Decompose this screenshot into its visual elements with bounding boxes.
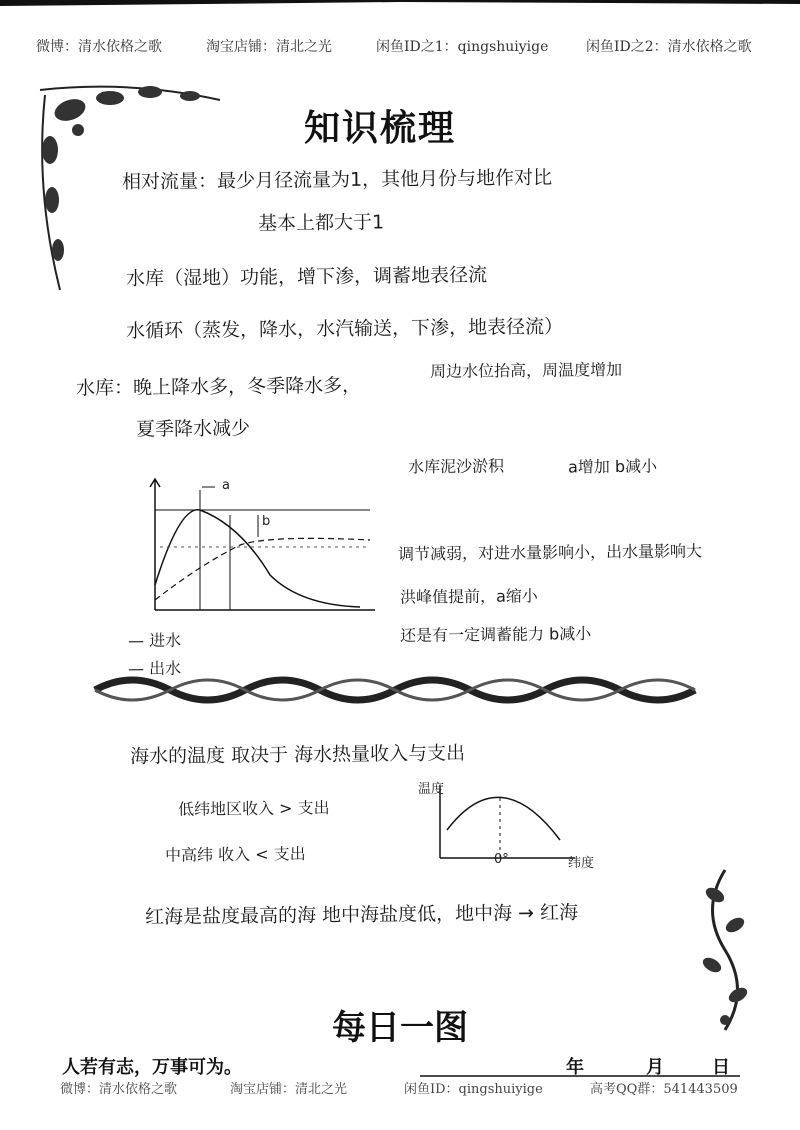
daily-heading: 每日一图 (332, 1008, 468, 1048)
date-month: 月 (646, 1057, 664, 1078)
footer-qq: 高考QQ群：541443509 (590, 1082, 738, 1097)
motto: 人若有志，万事可为。 (62, 1057, 242, 1078)
date-year: 年 (566, 1057, 584, 1078)
note-sea-temp: 海水的温度 取决于 海水热量收入与支出 (129, 742, 466, 768)
reservoir-flow-graph (140, 475, 380, 620)
date-day: 日 (712, 1057, 730, 1078)
note-regulation: 调节减弱，对进水量影响小，出水量影响大 (397, 541, 703, 564)
footer-info (0, 1078, 800, 1098)
note-sediment-ab: a增加 b减小 (567, 456, 658, 477)
note-water-cycle: 水循环（蒸发，降水，水汽输送，下渗，地表径流） (125, 315, 564, 343)
legend-out: — 出水 (127, 658, 182, 679)
note-relative-flow-2: 基本上都大于1 (257, 211, 385, 235)
header-info (0, 36, 800, 60)
footer-weibo: 微博：清水依格之歌 (60, 1082, 178, 1097)
header-weibo: 微博：清水依格之歌 (36, 39, 162, 55)
note-red-sea: 红海是盐度最高的海 地中海盐度低，地中海 → 红海 (144, 901, 579, 929)
header-taobao: 淘宝店铺：清北之光 (206, 39, 332, 55)
top-border (0, 0, 800, 8)
note-relative-flow: 相对流量：最少月径流量为1，其他月份与地作对比 (121, 166, 553, 194)
curve-ylabel: 温度 (418, 782, 445, 797)
note-mid-high-lat: 中高纬 收入 < 支出 (164, 844, 306, 865)
header-xianyu-2: 闲鱼ID之2：清水依格之歌 (586, 39, 752, 55)
graph-label-b: b (262, 514, 271, 529)
curve-origin: 0° (494, 852, 509, 867)
header-xianyu-1: 闲鱼ID之1：qingshuiyige (376, 39, 549, 55)
note-reservoir-rise: 周边水位抬高，周温度增加 (429, 359, 623, 382)
graph-label-a: a (222, 478, 230, 493)
wave-divider (95, 670, 695, 710)
note-low-lat: 低纬地区收入 > 支出 (177, 798, 330, 819)
footer-xianyu: 闲鱼ID：qingshuiyige (404, 1082, 543, 1097)
vine-flourish-icon (690, 870, 760, 1030)
footer-taobao: 淘宝店铺：清北之光 (230, 1082, 348, 1097)
curve-xlabel: 纬度 (568, 856, 595, 871)
note-flood-peak: 洪峰值提前，a缩小 (399, 586, 538, 607)
note-summer-rain: 夏季降水减少 (135, 417, 251, 441)
note-still-regulate: 还是有一定调蓄能力 b减小 (399, 623, 592, 646)
legend-in: — 进水 (127, 630, 182, 651)
note-reservoir-function: 水库（湿地）功能，增下渗，调蓄地表径流 (125, 264, 488, 290)
page-title: 知识梳理 (303, 108, 456, 149)
note-sediment: 水库泥沙淤积 (407, 456, 505, 477)
note-reservoir-rain: 水库：晚上降水多，冬季降水多， (75, 374, 362, 400)
